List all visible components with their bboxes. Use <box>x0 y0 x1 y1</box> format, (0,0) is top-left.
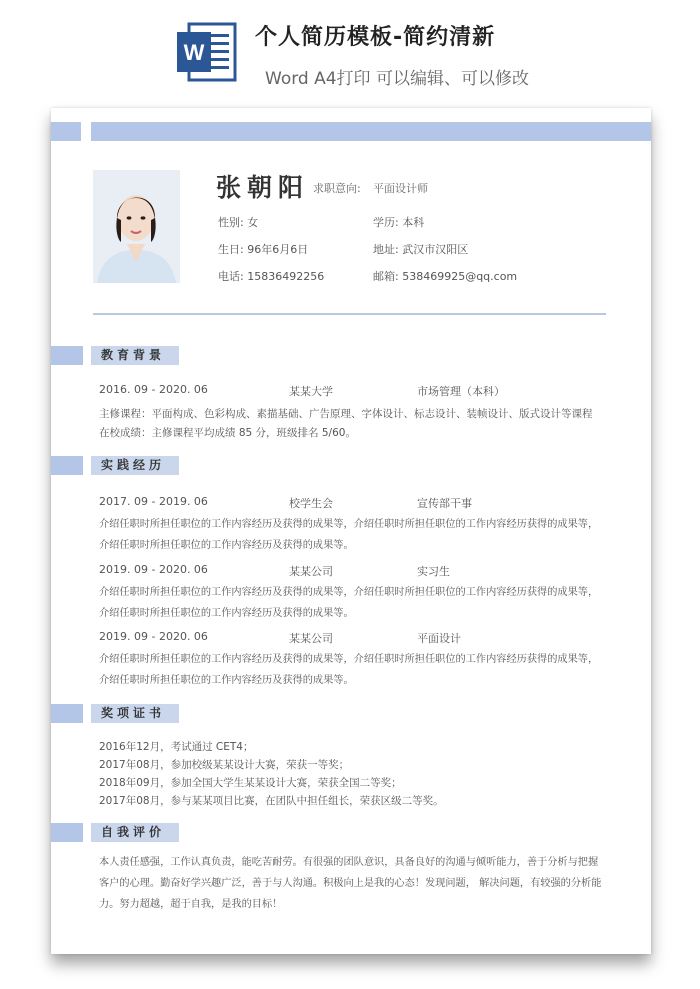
self-evaluation-text: 本人责任感强，工作认真负责，能吃苦耐劳。有很强的团队意识，具备良好的沟通与倾听能力，善于分析与把握客户的心理。勤奋好学兴趣广泛，善于与人沟通。积极向上是我的心态！发现问题， 解决问题，有较强的分析能力。努力超越，超于自我，是我的目标！ <box>99 857 602 910</box>
intent-label: 求职意向: <box>313 182 361 195</box>
section-accent-block <box>51 456 83 475</box>
gender-info: 性别: 女 <box>218 216 259 229</box>
section-accent-block <box>51 823 83 842</box>
top-accent-block <box>51 122 81 141</box>
resume-page <box>51 108 651 954</box>
practice-org: 某某公司 <box>289 632 333 645</box>
practice-period: 2019. 09 - 2020. 06 <box>99 630 208 643</box>
birthday-info: 生日: 96年6月6日 <box>218 243 309 256</box>
section-accent-block <box>51 704 83 723</box>
practice-org: 某某公司 <box>289 565 333 578</box>
award-item: 2016年12月，考试通过 CET4； <box>99 741 254 753</box>
word-icon <box>175 20 239 84</box>
email-info: 邮箱: 538469925@qq.com <box>373 270 518 283</box>
education-school: 某某大学 <box>289 385 333 398</box>
practice-role: 平面设计 <box>417 632 461 645</box>
svg-text:W: W <box>183 40 205 65</box>
practice-period: 2019. 09 - 2020. 06 <box>99 563 208 576</box>
practice-row <box>99 630 599 646</box>
section-title: 实践经历 <box>91 456 179 475</box>
section-title: 自我评价 <box>91 823 179 842</box>
education-courses: 主修课程：平面构成、色彩构成、素描基础、广告原理、字体设计、标志设计、装帧设计、版式设计等课程 <box>99 408 593 420</box>
practice-period: 2017. 09 - 2019. 06 <box>99 495 208 508</box>
template-banner <box>0 0 700 98</box>
award-item: 2017年08月，参加校级某某设计大赛，荣获一等奖； <box>99 759 350 771</box>
section-accent-block <box>51 346 83 365</box>
award-item: 2018年09月，参加全国大学生某某设计大赛，荣获全国二等奖； <box>99 777 402 789</box>
top-accent-bar <box>91 122 651 141</box>
profile-photo <box>93 170 180 283</box>
section-title: 奖项证书 <box>91 704 179 723</box>
education-grades: 在校成绩：主修课程平均成绩 85 分，班级排名 5/60。 <box>99 427 356 439</box>
phone-info: 电话: 15836492256 <box>218 270 325 283</box>
education-info: 学历: 本科 <box>373 216 425 229</box>
practice-org: 校学生会 <box>289 497 333 510</box>
practice-row <box>99 495 599 511</box>
banner-subtitle: Word A4打印 可以编辑、可以修改 <box>265 69 529 89</box>
header-divider <box>93 313 606 315</box>
education-major: 市场管理（本科） <box>417 385 505 398</box>
practice-description: 介绍任职时所担任职位的工作内容经历及获得的成果等，介绍任职时所担任职位的工作内容经历获得的成果等，介绍任职时所担任职位的工作内容经历及获得的成果等。 <box>99 587 599 619</box>
section-title: 教育背景 <box>91 346 179 365</box>
practice-row <box>99 563 599 579</box>
award-item: 2017年08月，参与某某项目比赛，在团队中担任组长，荣获区级二等奖。 <box>99 795 444 807</box>
banner-title: 个人简历模板-简约清新 <box>255 25 496 50</box>
practice-role: 宣传部干事 <box>417 497 472 510</box>
education-period: 2016. 09 - 2020. 06 <box>99 383 208 396</box>
practice-description: 介绍任职时所担任职位的工作内容经历及获得的成果等，介绍任职时所担任职位的工作内容经历获得的成果等，介绍任职时所担任职位的工作内容经历及获得的成果等。 <box>99 654 599 686</box>
intent-value: 平面设计师 <box>373 182 428 195</box>
candidate-name: 张朝阳 <box>216 173 310 202</box>
education-row <box>99 383 599 399</box>
address-info: 地址: 武汉市汉阳区 <box>373 243 469 256</box>
practice-description: 介绍任职时所担任职位的工作内容经历及获得的成果等，介绍任职时所担任职位的工作内容经历获得的成果等，介绍任职时所担任职位的工作内容经历及获得的成果等。 <box>99 519 599 551</box>
practice-role: 实习生 <box>417 565 450 578</box>
